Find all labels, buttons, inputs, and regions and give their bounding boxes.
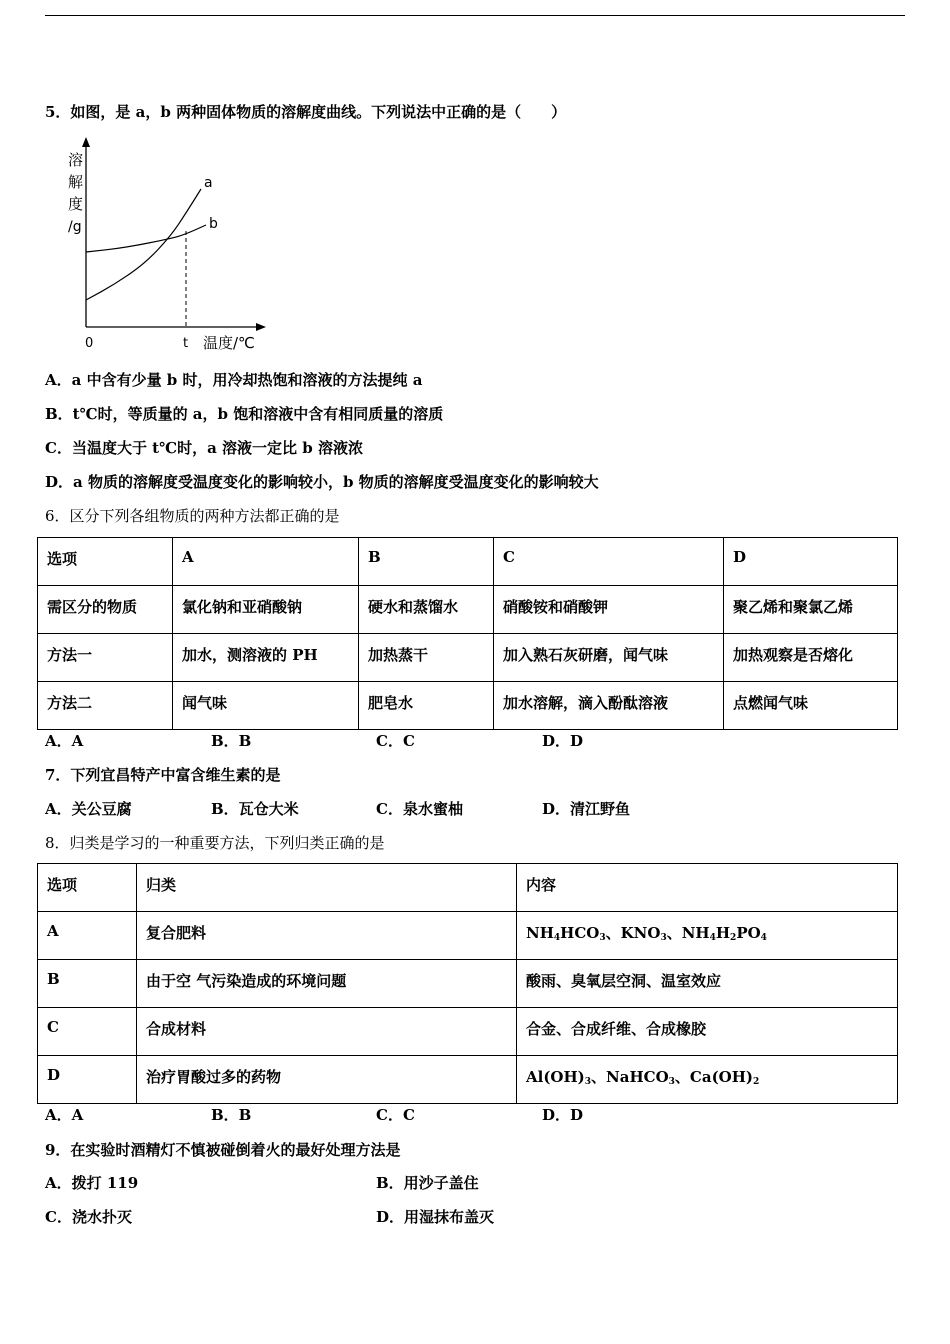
- q7-stem: 7．下列宜昌特产中富含维生素的是: [45, 766, 281, 784]
- formula-subscript: 4: [709, 933, 716, 943]
- table-cell: 需区分的物质: [38, 586, 173, 634]
- q8-answer-a: A．A: [45, 1106, 84, 1124]
- solubility-chart: [60, 135, 280, 357]
- table-cell: 方法二: [38, 682, 173, 730]
- table-row: [38, 864, 898, 912]
- table-cell: A: [38, 912, 137, 960]
- q8-answer-c: C．C: [376, 1106, 415, 1124]
- table-cell: D: [38, 1056, 137, 1104]
- table-cell: C: [38, 1008, 137, 1056]
- table-cell: 氯化钠和亚硝酸钠: [173, 586, 359, 634]
- x-marker-label: t: [183, 336, 189, 351]
- formula-cell-d: [517, 1056, 898, 1104]
- table-cell: B: [38, 960, 137, 1008]
- table-cell: 复合肥料: [137, 912, 517, 960]
- table-row: [38, 1056, 898, 1104]
- table-row: [38, 634, 898, 682]
- table-cell: 闻气味: [173, 682, 359, 730]
- q5-stem: 5．如图，是 a，b 两种固体物质的溶解度曲线。下列说法中正确的是（ ）: [45, 103, 567, 121]
- table-cell: 由于空 气污染造成的环境问题: [137, 960, 517, 1008]
- q9-answer-b: B．用沙子盖住: [376, 1174, 479, 1192]
- table-row: [38, 682, 898, 730]
- q6-table: [37, 537, 898, 730]
- q5-option-a: A．a 中含有少量 b 时，用冷却热饱和溶液的方法提纯 a: [45, 371, 423, 389]
- ylabel-char-3: 度: [68, 195, 84, 213]
- formula-subscript: 3: [660, 933, 667, 943]
- q6-stem: 6．区分下列各组物质的两种方法都正确的是: [45, 507, 340, 525]
- table-cell: 归类: [137, 864, 517, 912]
- table-cell: 硬水和蒸馏水: [359, 586, 494, 634]
- ylabel-char-2: 解: [68, 173, 84, 191]
- formula-part: Al(OH): [526, 1068, 585, 1086]
- formula-subscript: 4: [760, 933, 767, 943]
- table-cell: 聚乙烯和聚氯乙烯: [724, 586, 898, 634]
- table-cell: 加入熟石灰研磨，闻气味: [494, 634, 724, 682]
- table-cell: 加水溶解，滴入酚酞溶液: [494, 682, 724, 730]
- table-row: [38, 586, 898, 634]
- q6-answer-c: C．C: [376, 732, 415, 750]
- x-axis-arrow: [256, 323, 266, 331]
- table-cell: 硝酸铵和硝酸钾: [494, 586, 724, 634]
- xlabel: 温度/℃: [203, 334, 255, 352]
- q8-answer-d: D．D: [542, 1106, 584, 1124]
- table-cell: 加热蒸干: [359, 634, 494, 682]
- table-row: [38, 960, 898, 1008]
- formula-part: 、KNO: [605, 924, 661, 942]
- formula-subscript: 2: [753, 1077, 760, 1087]
- curve-b: [86, 225, 206, 252]
- table-row: [38, 912, 898, 960]
- formula-subscript: 3: [584, 1077, 592, 1087]
- table-cell: A: [173, 538, 359, 586]
- q8-table: [37, 863, 898, 1104]
- table-cell: C: [494, 538, 724, 586]
- q8-answer-b: B．B: [211, 1106, 252, 1124]
- ylabel-char-4: /g: [68, 219, 82, 235]
- table-cell: 选项: [38, 538, 173, 586]
- table-cell: 合成材料: [137, 1008, 517, 1056]
- formula-part: HCO: [560, 924, 600, 942]
- q7-answer-c: C．泉水蜜柚: [376, 800, 463, 818]
- q5-option-b: B．t℃时，等质量的 a，b 饱和溶液中含有相同质量的溶质: [45, 405, 444, 423]
- q7-answer-b: B．瓦仓大米: [211, 800, 299, 818]
- q7-answer-d: D．清江野鱼: [542, 800, 631, 818]
- q9-answer-c: C．浇水扑灭: [45, 1208, 132, 1226]
- table-cell: 肥皂水: [359, 682, 494, 730]
- formula-part: NH: [526, 924, 554, 942]
- q9-answer-a: A．拨打 119: [45, 1174, 139, 1192]
- q6-answer-b: B．B: [211, 732, 252, 750]
- table-cell: D: [724, 538, 898, 586]
- y-axis-arrow: [82, 137, 90, 147]
- table-cell: 加热观察是否熔化: [724, 634, 898, 682]
- ylabel-char-1: 溶: [68, 151, 84, 169]
- formula-subscript: 2: [730, 933, 737, 943]
- formula-part: 、Ca(OH): [674, 1068, 754, 1086]
- table-cell: 内容: [517, 864, 898, 912]
- table-cell: 加水，测溶液的 PH: [173, 634, 359, 682]
- table-cell: 点燃闻气味: [724, 682, 898, 730]
- q7-answer-a: A．关公豆腐: [45, 800, 132, 818]
- series-label-a: a: [204, 175, 213, 191]
- series-label-b: b: [209, 216, 218, 232]
- q6-answer-a: A．A: [45, 732, 84, 750]
- table-row: [38, 1008, 898, 1056]
- q5-option-c: C．当温度大于 t℃时，a 溶液一定比 b 溶液浓: [45, 439, 363, 457]
- formula-part: PO: [736, 924, 761, 942]
- q5-option-d: D．a 物质的溶解度受温度变化的影响较小，b 物质的溶解度受温度变化的影响较大: [45, 473, 599, 491]
- formula-subscript: 4: [553, 933, 561, 943]
- q6-answer-d: D．D: [542, 732, 584, 750]
- table-cell: B: [359, 538, 494, 586]
- table-cell: 酸雨、臭氧层空洞、温室效应: [517, 960, 898, 1008]
- table-cell: 方法一: [38, 634, 173, 682]
- q8-stem: 8．归类是学习的一种重要方法，下列归类正确的是: [45, 834, 385, 852]
- table-cell: 治疗胃酸过多的药物: [137, 1056, 517, 1104]
- formula-part: 、NH: [666, 924, 710, 942]
- formula-part: H: [715, 924, 731, 942]
- origin-label: 0: [85, 336, 94, 351]
- formula-subscript: 3: [599, 933, 606, 943]
- table-cell: 选项: [38, 864, 137, 912]
- formula-cell-a: [517, 912, 898, 960]
- q9-stem: 9．在实验时酒精灯不慎被碰倒着火的最好处理方法是: [45, 1141, 401, 1159]
- table-cell: 合金、合成纤维、合成橡胶: [517, 1008, 898, 1056]
- header-rule: [45, 15, 905, 16]
- table-row: [38, 538, 898, 586]
- formula-subscript: 3: [668, 1077, 675, 1087]
- formula-part: 、NaHCO: [591, 1068, 669, 1086]
- q9-answer-d: D．用湿抹布盖灭: [376, 1208, 495, 1226]
